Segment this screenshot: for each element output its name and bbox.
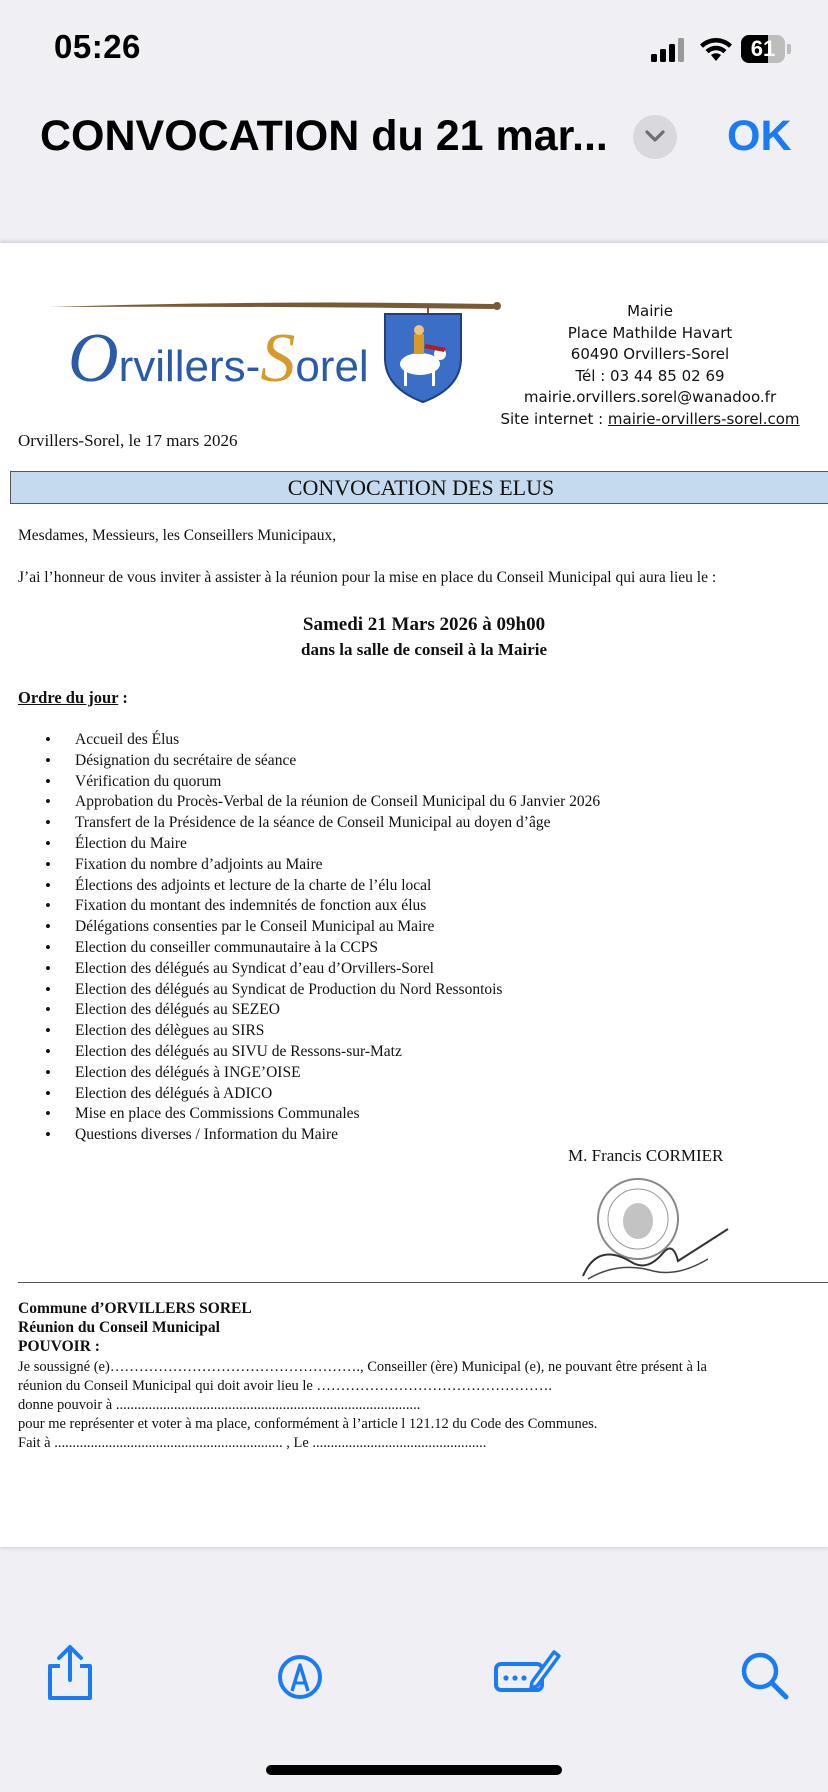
agenda-item: • Fixation du nombre d’adjoints au Maire <box>45 855 600 876</box>
mairie-site <box>455 409 828 431</box>
meeting-date: Samedi 21 Mars 2026 à 09h00 <box>302 614 546 635</box>
search-icon[interactable] <box>736 1647 796 1707</box>
salutation: Mesdames, Messieurs, les Conseillers Municipaux, <box>18 527 337 544</box>
signature-icon[interactable] <box>492 1642 562 1702</box>
mairie-name: Mairie <box>627 302 673 320</box>
date-line: Orvillers-Sorel, le 17 mars 2026 <box>18 431 238 450</box>
navigation-bar <box>0 90 828 242</box>
agenda-item: • Election des délégués à INGE’OISE <box>45 1063 600 1084</box>
agenda-item: • Election des délégués au Syndicat d’eau d’Orvillers-Sorel <box>45 959 600 980</box>
agenda-item: • Transfert de la Présidence de la séance de Conseil Municipal au doyen d’âge <box>45 813 600 834</box>
logo-text-part2: orel <box>295 342 369 391</box>
intro-paragraph: J’ai l’honneur de vous inviter à assister à la réunion pour la mise en place du Conseil Municipal qui aura lieu le : <box>18 569 717 586</box>
agenda-item: • Vérification du quorum <box>45 772 600 793</box>
agenda-item: • Election des délégués à ADICO <box>45 1084 600 1105</box>
mairie-email: mairie.orvillers.sorel@wanadoo.fr <box>523 388 777 406</box>
agenda-item: • Accueil des Élus <box>45 730 600 751</box>
agenda-item: • Élections des adjoints et lecture de la charte de l’élu local <box>45 876 600 897</box>
meeting-place: dans la salle de conseil à la Mairie <box>300 640 548 659</box>
mairie-city: 60490 Orvillers-Sorel <box>570 345 730 363</box>
agenda-item: • Approbation du Procès-Verbal de la réunion de Conseil Municipal du 6 Janvier 2026 <box>45 792 600 813</box>
document-page[interactable] <box>0 243 828 1547</box>
mairie-phone: Tél : 03 44 85 02 69 <box>575 366 725 385</box>
proxy-line-1: Je soussigné (e)……………………………………………., Conseiller (ère) Municipal (e), ne pouvant être présent à la <box>18 1359 707 1375</box>
agenda-item: • Mise en place des Commissions Communales <box>45 1104 600 1125</box>
status-time: 05:26 <box>54 28 141 65</box>
agenda-item: • Election des délégués au SIVU de Ressons-sur-Matz <box>45 1042 600 1063</box>
agenda-item: • Délégations consenties par le Conseil Municipal au Maire <box>45 917 600 938</box>
markup-icon[interactable] <box>270 1647 330 1707</box>
share-icon[interactable] <box>40 1642 100 1702</box>
agenda-item: • Désignation du secrétaire de séance <box>45 751 600 772</box>
site-label: Site internet : <box>500 409 608 428</box>
document-heading: CONVOCATION DES ELUS <box>10 471 828 504</box>
wifi-icon <box>699 36 733 62</box>
agenda-item: • Election des délégués au Syndicat de Production du Nord Ressontois <box>45 980 600 1001</box>
logo-letter-s: S <box>260 320 296 397</box>
site-link[interactable]: mairie-orvillers-sorel.com <box>607 409 800 428</box>
proxy-line-3: donne pouvoir à .................................................................................... <box>18 1397 421 1413</box>
proxy-line-2: réunion du Conseil Municipal qui doit avoir lieu le …………………………………………. <box>18 1378 553 1394</box>
mairie-contact-block <box>455 301 828 430</box>
mayor-stamp-signature <box>578 1171 738 1286</box>
ok-button[interactable]: OK <box>727 112 792 160</box>
home-indicator[interactable] <box>266 1765 562 1775</box>
section-divider <box>18 1282 828 1283</box>
agenda-item: • Election des délégués au SEZEO <box>45 1000 600 1021</box>
proxy-meeting: Réunion du Conseil Municipal <box>18 1319 220 1336</box>
proxy-commune: Commune d’ORVILLERS SOREL <box>18 1300 252 1317</box>
agenda-item: • Fixation du montant des indemnités de fonction aux élus <box>45 896 600 917</box>
signer-name: M. Francis CORMIER <box>568 1146 724 1165</box>
cellular-signal-icon <box>651 38 685 62</box>
bottom-toolbar <box>0 1547 828 1792</box>
proxy-line-5: Fait à ............................................................... , Le ................................................ <box>18 1435 487 1451</box>
agenda-item: • Questions diverses / Information du Maire <box>45 1125 600 1146</box>
proxy-pouvoir: POUVOIR : <box>18 1338 100 1355</box>
battery-icon <box>741 35 793 63</box>
logo-text-part1: rvillers- <box>118 342 261 391</box>
orvillers-sorel-logo <box>48 298 503 406</box>
agenda-item: • Election du conseiller communautaire à la CCPS <box>45 938 600 959</box>
logo-letter-o: O <box>68 320 119 397</box>
document-title: CONVOCATION du 21 mar... <box>40 112 608 160</box>
agenda-item: • Élection du Maire <box>45 834 600 855</box>
agenda-list <box>45 730 600 1146</box>
agenda-title: Ordre du jour : <box>18 688 128 707</box>
battery-level: 61 <box>750 36 776 61</box>
proxy-line-4: pour me représenter et voter à ma place, conformément à l’article l 121.12 du Code des Communes. <box>18 1416 598 1432</box>
title-menu-button[interactable] <box>633 115 677 159</box>
agenda-item: • Election des délègues au SIRS <box>45 1021 600 1042</box>
chevron-down-icon <box>644 128 666 144</box>
status-bar <box>0 0 828 90</box>
mairie-address: Place Mathilde Havart <box>567 323 733 342</box>
